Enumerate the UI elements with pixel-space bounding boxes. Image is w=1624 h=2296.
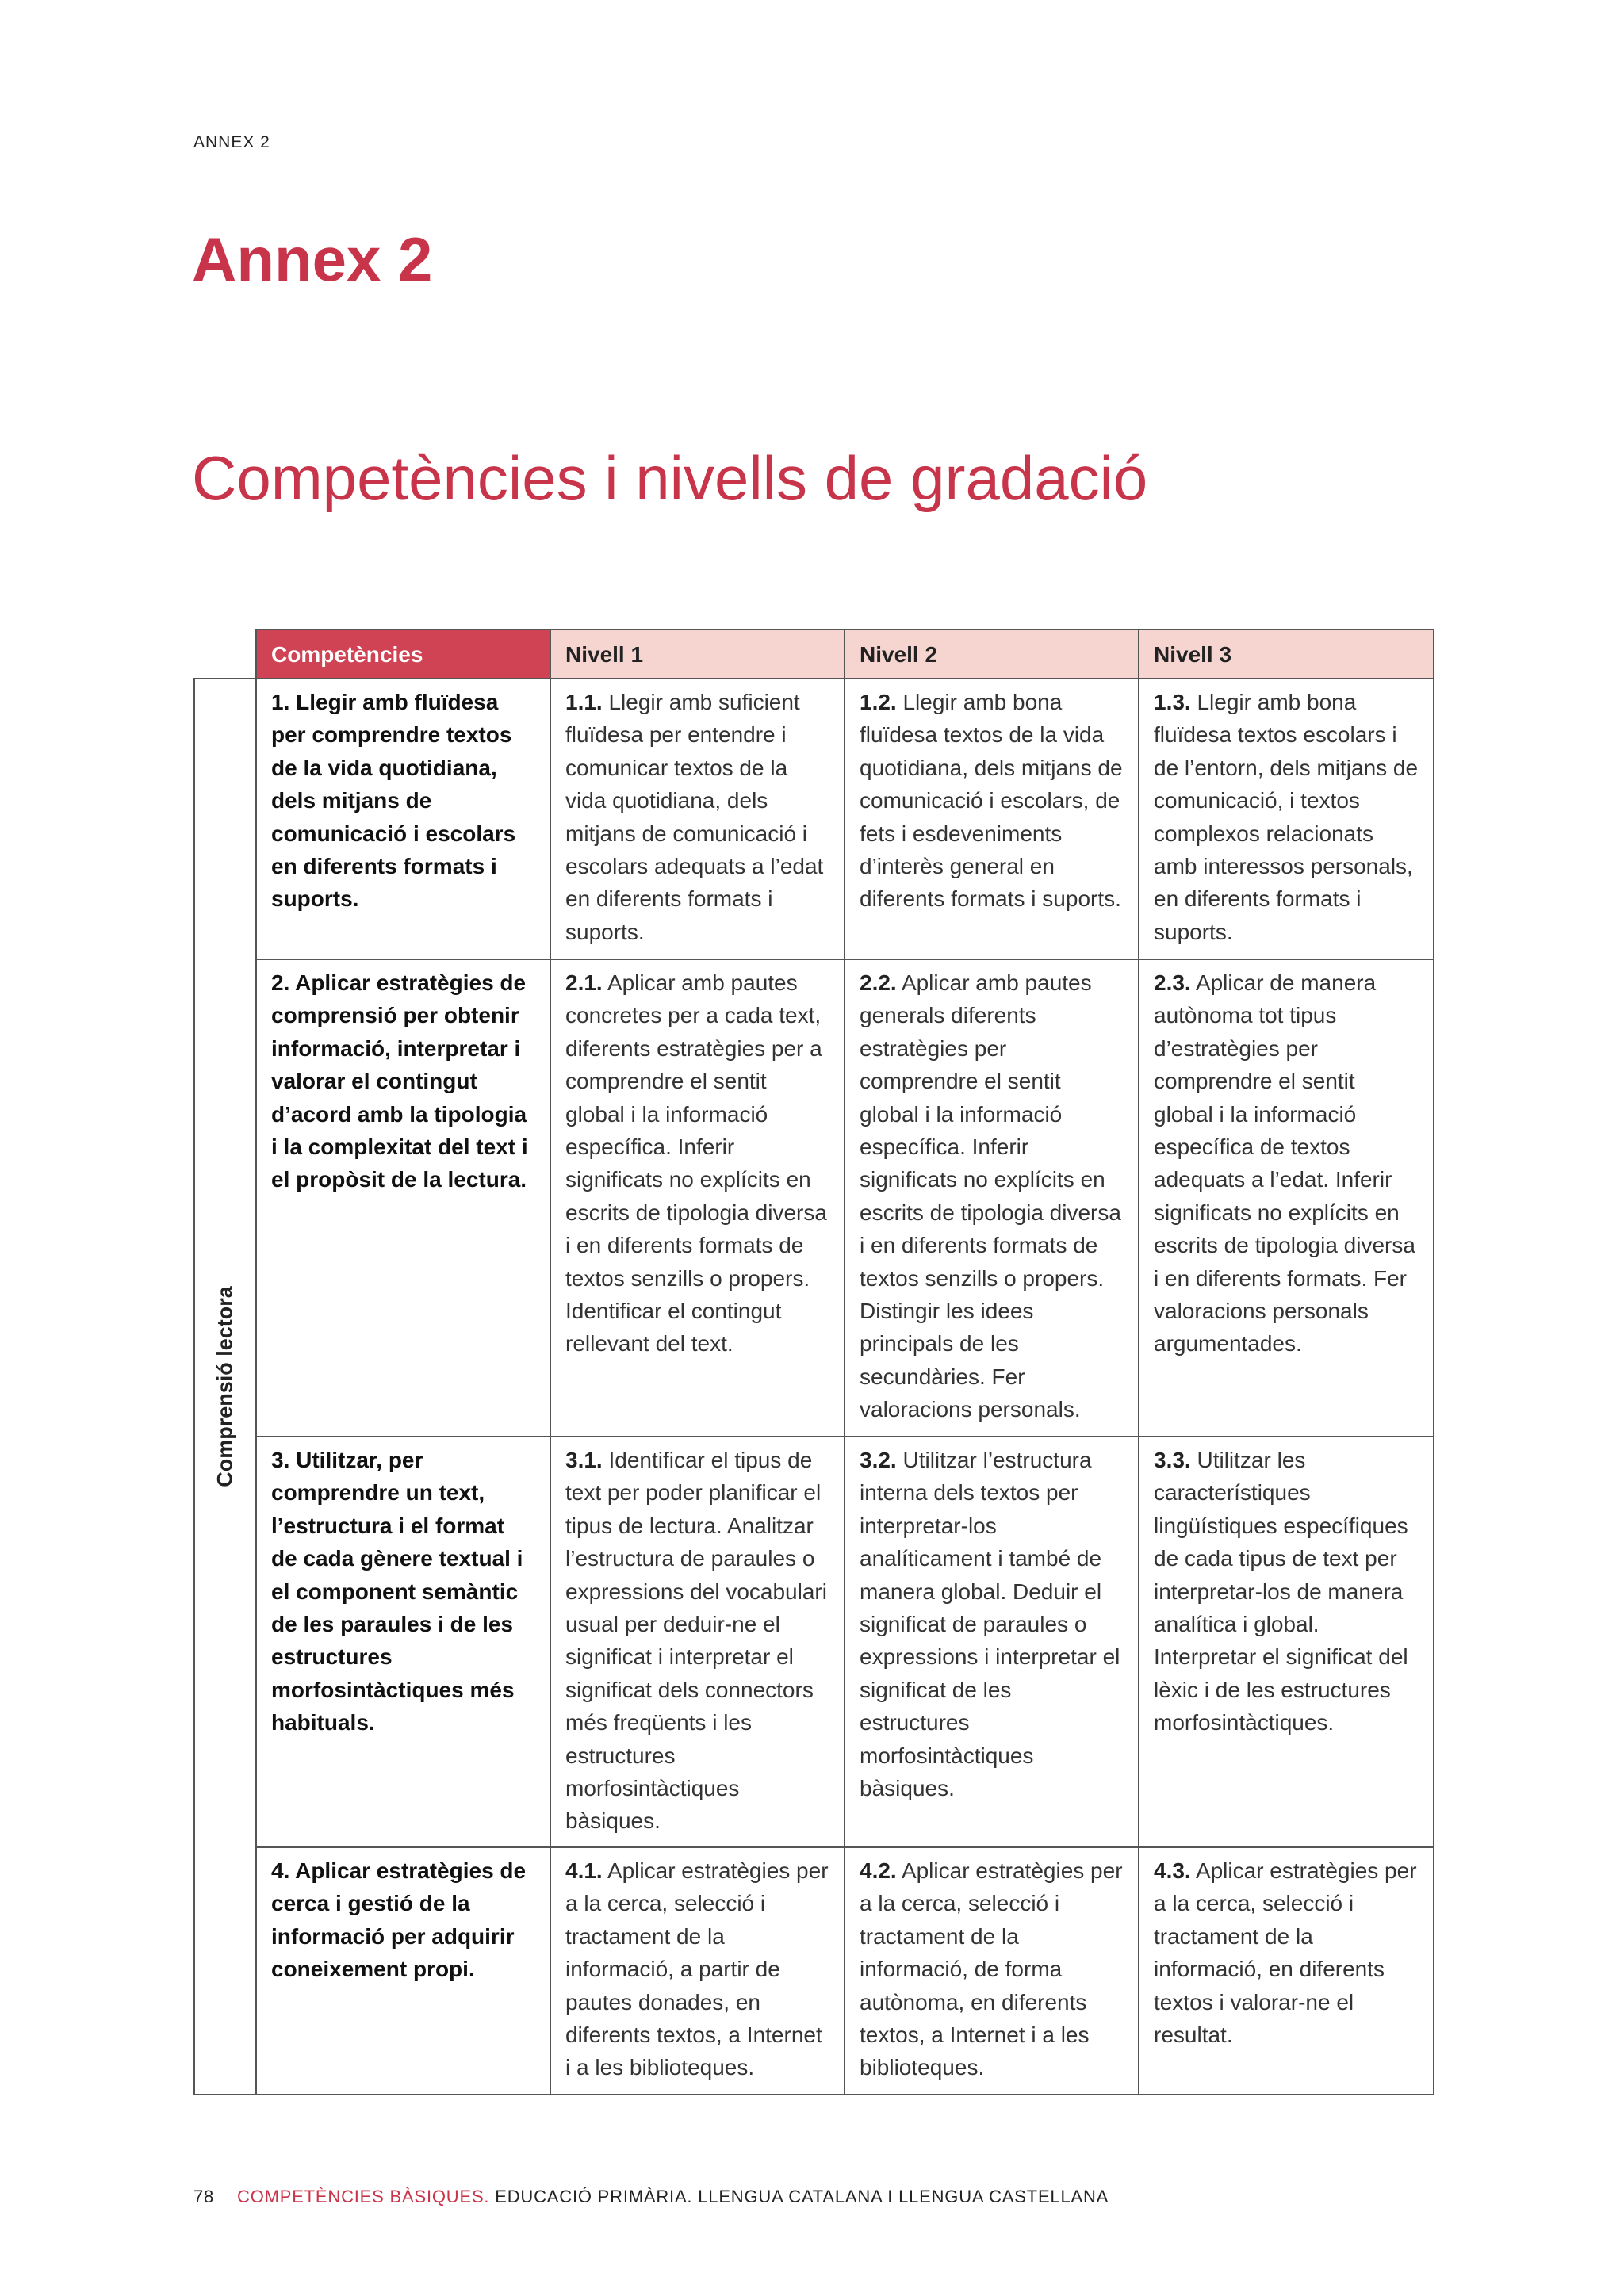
level-code: 1.1.	[565, 690, 603, 714]
table-row	[194, 959, 1434, 1437]
level-text: Llegir amb bona fluïdesa textos escolars i de l’entorn, dels mitjans de comunicació, i textos complexos relacionats amb interessos personals, en diferents formats i suports.	[1154, 690, 1419, 944]
level-text: Aplicar estratègies per a la cerca, selecció i tractament de la informació, de forma autònoma, en diferents textos, a Internet i a les biblioteques.	[860, 1858, 1123, 2080]
level-text: Identificar el tipus de text per poder planificar el tipus de lectura. Analitzar l’estructura de paraules o expressions del vocabulari usual per deduir-ne el significat i interpretar el significat dels connectors més freqüents i les estructures morfosintàctiques bàsiques.	[565, 1448, 827, 1834]
competence-cell: 3. Utilitzar, per comprendre un text, l’estructura i el format de cada gènere textual i el component semàntic de les paraules i de les estructures morfosintàctiques més habituals.	[256, 1437, 550, 1847]
table-row	[194, 1847, 1434, 2095]
level-text: Aplicar estratègies per a la cerca, selecció i tractament de la informació, en diferents textos i valorar-ne el resultat.	[1154, 1858, 1417, 2048]
level-code: 4.3.	[1154, 1858, 1191, 1883]
competence-cell: 1. Llegir amb fluïdesa per comprendre textos de la vida quotidiana, dels mitjans de comunicació i escolars en diferents formats i suports.	[256, 679, 550, 959]
level-cell	[845, 1847, 1139, 2095]
level-cell	[550, 959, 845, 1437]
header-level-1: Nivell 1	[550, 629, 845, 679]
footer-series: COMPETÈNCIES BÀSIQUES.	[237, 2187, 490, 2206]
level-code: 3.3.	[1154, 1448, 1191, 1472]
level-code: 4.1.	[565, 1858, 603, 1883]
annex-title: Annex 2	[192, 224, 433, 294]
level-text: Aplicar amb pautes concretes per a cada text, diferents estratègies per a comprendre el sentit global i la informació específica. Inferir significats no explícits en escrits de tipologia diversa i en diferents formats de textos senzills o propers. Identificar el contingut rellevant del text.	[565, 970, 827, 1357]
level-text: Llegir amb suficient fluïdesa per entendre i comunicar textos de la vida quotidiana, dels mitjans de comunicació i escolars adequats a l’edat en diferents formats i suports.	[565, 690, 824, 944]
level-code: 4.2.	[860, 1858, 897, 1883]
level-cell	[845, 1437, 1139, 1847]
table-header-row	[194, 629, 1434, 679]
level-text: Aplicar de manera autònoma tot tipus d’estratègies per comprendre el sentit global i la informació específica de textos adequats a l’edat. Inferir significats no explícits en escrits de tipologia diversa i en diferents formats. Fer valoracions personals argumentades.	[1154, 970, 1415, 1357]
competences-table	[193, 629, 1434, 2095]
level-text: Utilitzar l’estructura interna dels textos per interpretar-los analíticament i també de manera global. Deduir el significat de paraules o expressions i interpretar el significat de les estructures morfosintàctiques bàsiques.	[860, 1448, 1120, 1801]
level-cell	[845, 679, 1139, 959]
level-cell	[550, 1437, 845, 1847]
level-code: 2.3.	[1154, 970, 1191, 995]
level-cell	[1139, 679, 1434, 959]
page-footer	[193, 2187, 1109, 2207]
header-competences: Competències	[256, 629, 550, 679]
level-text: Llegir amb bona fluïdesa textos de la vida quotidiana, dels mitjans de comunicació i escolars, de fets i esdeveniments d’interès general en diferents formats i suports.	[860, 690, 1123, 912]
level-cell	[1139, 1847, 1434, 2095]
level-cell	[550, 1847, 845, 2095]
section-title: Competències i nivells de gradació	[192, 443, 1148, 513]
level-text: Aplicar amb pautes generals diferents estratègies per comprendre el sentit global i la informació específica. Inferir significats no explícits en escrits de tipologia diversa i en diferents formats de textos senzills o propers. Distingir les idees principals de les secundàries. Fer valoracions personals.	[860, 970, 1121, 1422]
level-code: 3.1.	[565, 1448, 603, 1472]
level-code: 1.2.	[860, 690, 897, 714]
footer-subtitle: EDUCACIÓ PRIMÀRIA. LLENGUA CATALANA I LLENGUA CASTELLANA	[495, 2187, 1109, 2206]
competence-cell: 4. Aplicar estratègies de cerca i gestió de la informació per adquirir coneixement propi.	[256, 1847, 550, 2095]
level-cell	[1139, 1437, 1434, 1847]
table-row	[194, 1437, 1434, 1847]
level-text: Aplicar estratègies per a la cerca, selecció i tractament de la informació, a partir de pautes donades, en diferents textos, a Internet i a les biblioteques.	[565, 1858, 829, 2080]
page-number: 78	[193, 2187, 215, 2206]
table-row	[194, 679, 1434, 959]
side-category-cell	[194, 679, 256, 2095]
competence-cell: 2. Aplicar estratègies de comprensió per obtenir informació, interpretar i valorar el contingut d’acord amb la tipologia i la complexitat del text i el propòsit de la lectura.	[256, 959, 550, 1437]
level-code: 2.1.	[565, 970, 603, 995]
level-text: Utilitzar les característiques lingüístiques específiques de cada tipus de text per interpretar-los de manera analítica i global. Interpretar el significat del lèxic i de les estructures morfosintàctiques.	[1154, 1448, 1408, 1735]
level-cell	[1139, 959, 1434, 1437]
side-category-label: Comprensió lectora	[213, 1286, 237, 1487]
level-cell	[845, 959, 1139, 1437]
level-code: 1.3.	[1154, 690, 1191, 714]
table-corner	[194, 629, 256, 679]
running-head: ANNEX 2	[193, 133, 270, 151]
level-cell	[550, 679, 845, 959]
header-level-3: Nivell 3	[1139, 629, 1434, 679]
header-level-2: Nivell 2	[845, 629, 1139, 679]
level-code: 3.2.	[860, 1448, 897, 1472]
level-code: 2.2.	[860, 970, 897, 995]
